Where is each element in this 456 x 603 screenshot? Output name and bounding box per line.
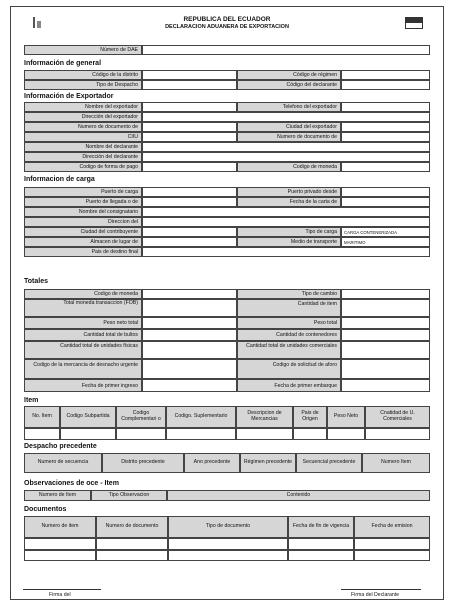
table-cell[interactable] [96, 550, 168, 561]
label: Codigo de moneda [24, 289, 142, 299]
field[interactable] [341, 132, 430, 142]
label: Nombre del exportador [24, 102, 142, 112]
signature-line-left [23, 589, 101, 590]
field[interactable] [142, 70, 237, 80]
field[interactable] [142, 122, 237, 132]
label: Tipo de cambio [237, 289, 341, 299]
col-header: Numero de Item [24, 490, 91, 501]
col-header: Cnatidad de U. Comerciales [365, 406, 430, 428]
table-cell[interactable] [288, 550, 354, 561]
col-header: Codigo Subpartida [60, 406, 116, 428]
field[interactable] [142, 237, 237, 247]
label: Almacen de lugar de [24, 237, 142, 247]
field[interactable] [142, 112, 430, 122]
label: Peso neto total [24, 317, 142, 329]
field[interactable]: MARITIMO [341, 237, 430, 247]
field[interactable] [142, 102, 237, 112]
label: Puerto de carga [24, 187, 142, 197]
signature-label-left: Firma del [49, 592, 71, 598]
col-header: Distrito precedente [102, 453, 184, 473]
field[interactable] [142, 299, 237, 317]
table-cell[interactable] [354, 550, 430, 561]
section-exportador: Información de Exportador [24, 93, 114, 100]
col-header: Descripcion de Mercancias [236, 406, 293, 428]
label: Fecha de la carta de [237, 197, 341, 207]
col-header: Secuencial precedente [296, 453, 362, 473]
field[interactable] [142, 80, 237, 90]
table-cell[interactable] [24, 538, 96, 550]
flag-icon [405, 17, 423, 29]
table-cell[interactable] [365, 428, 430, 440]
label: Telefono del exportador [237, 102, 341, 112]
label: Nombre del consignatario [24, 207, 142, 217]
table-cell[interactable] [288, 538, 354, 550]
label: Codigo de solicitud de aforo [237, 359, 341, 379]
col-header: Codigo. Suplementario [166, 406, 236, 428]
label: Puerto de llegada o de [24, 197, 142, 207]
signature-label-right: Firma del Declarante [351, 592, 400, 598]
label: Puerto privado desde [237, 187, 341, 197]
table-cell[interactable] [24, 428, 60, 440]
field[interactable] [341, 122, 430, 132]
field[interactable] [142, 359, 237, 379]
field[interactable] [341, 341, 430, 359]
table-cell[interactable] [354, 538, 430, 550]
form-header [11, 7, 443, 41]
label: Código del declarante [237, 80, 341, 90]
field[interactable] [142, 317, 237, 329]
table-cell[interactable] [327, 428, 365, 440]
col-header: Tipo Observacion [91, 490, 167, 501]
label: Medio de transporte [237, 237, 341, 247]
field[interactable] [142, 289, 237, 299]
label: Pais de destino final [24, 247, 142, 257]
col-header: Numero de documento [96, 516, 168, 538]
label: Codigo de forma de pago [24, 162, 142, 172]
table-cell[interactable] [60, 428, 116, 440]
field[interactable] [341, 162, 430, 172]
field[interactable] [142, 132, 237, 142]
table-cell[interactable] [166, 428, 236, 440]
label: Cantidad total de unidades comerciales [237, 341, 341, 359]
label: Direccion del [24, 217, 142, 227]
col-header: Régimen precedente [240, 453, 296, 473]
label: Dirección del declarante [24, 152, 142, 162]
field[interactable] [341, 299, 430, 317]
label: CIIU [24, 132, 142, 142]
table-cell[interactable] [168, 538, 288, 550]
label: Total moneda transaccion (FOB) [24, 299, 142, 317]
table-cell[interactable] [236, 428, 293, 440]
col-header: Fecha de emision [354, 516, 430, 538]
label: Dirección del exportador [24, 112, 142, 122]
field[interactable] [142, 197, 237, 207]
section-observaciones: Observaciones de oce - Item [24, 480, 119, 487]
dae-field[interactable] [142, 45, 430, 55]
label: Ciudad del contribuyente [24, 227, 142, 237]
col-header: Tipo de documento [168, 516, 288, 538]
section-item: Item [24, 397, 39, 404]
field[interactable] [341, 289, 430, 299]
label: Codigo de la mercancia de desnacho urgente [24, 359, 142, 379]
form-title: REPUBLICA DEL ECUADOR [183, 16, 271, 23]
label: Cantidad de item [237, 299, 341, 317]
label: Codigo de moneda [237, 162, 341, 172]
col-header: Ano precedente [184, 453, 240, 473]
label: Código de la distrito [24, 70, 142, 80]
label: Fecha de primer embarque [237, 379, 341, 392]
col-header: Pais de Origen [293, 406, 327, 428]
field[interactable] [142, 247, 430, 257]
field[interactable] [341, 197, 430, 207]
field[interactable] [341, 70, 430, 80]
col-header: Numero Item [362, 453, 430, 473]
section-documentos: Documentos [24, 506, 67, 513]
field[interactable] [341, 329, 430, 341]
field[interactable] [142, 227, 237, 237]
signature-line-right [341, 589, 421, 590]
table-cell[interactable] [96, 538, 168, 550]
declaration-form [10, 6, 444, 600]
label: Numero de documento de [24, 122, 142, 132]
col-header: Peso Neto [327, 406, 365, 428]
field[interactable] [142, 329, 237, 341]
table-cell[interactable] [116, 428, 166, 440]
field[interactable]: CARGA CONTENERIZADA [341, 227, 430, 237]
table-cell[interactable] [168, 550, 288, 561]
form-subtitle: DECLARACION ADUANERA DE EXPORTACION [165, 24, 289, 30]
field[interactable] [341, 317, 430, 329]
field[interactable] [142, 187, 237, 197]
label: Cantidad total de bultos [24, 329, 142, 341]
label: Cantidad de contenedores [237, 329, 341, 341]
section-general: Información de general [24, 60, 102, 67]
col-header: Numero de item [24, 516, 96, 538]
label: Ciudad del exportador [237, 122, 341, 132]
col-header: Contenido [167, 490, 430, 501]
label: Peso total [237, 317, 341, 329]
field[interactable] [142, 341, 237, 359]
col-header: Numero de secuencia [24, 453, 102, 473]
label: Código de régimen [237, 70, 341, 80]
col-header: Codigo Complementari o [116, 406, 166, 428]
col-header: Fecha de fin de vigencia [288, 516, 354, 538]
field[interactable] [341, 187, 430, 197]
field[interactable] [142, 217, 430, 227]
table-cell[interactable] [24, 550, 96, 561]
col-header: No. Item [24, 406, 60, 428]
dae-label: Número de DAE [24, 45, 142, 55]
field[interactable] [341, 80, 430, 90]
label: Fecha de primer ingreso [24, 379, 142, 392]
field[interactable] [142, 207, 430, 217]
table-cell[interactable] [293, 428, 327, 440]
field[interactable] [341, 359, 430, 379]
field[interactable] [142, 142, 430, 152]
label: Nombre del declarante [24, 142, 142, 152]
field[interactable] [341, 379, 430, 392]
field[interactable] [341, 102, 430, 112]
section-carga: Informacion de carga [24, 176, 95, 183]
section-despacho: Despacho precedente [24, 443, 97, 450]
field[interactable] [142, 152, 430, 162]
label: Tipo de Despacho [24, 80, 142, 90]
label: Cantidad total de unidades físicas [24, 341, 142, 359]
label: Numero de documento de [237, 132, 341, 142]
field[interactable] [142, 162, 237, 172]
field[interactable] [142, 379, 237, 392]
label: Tipo de carga [237, 227, 341, 237]
section-totales: Totales [24, 278, 48, 285]
